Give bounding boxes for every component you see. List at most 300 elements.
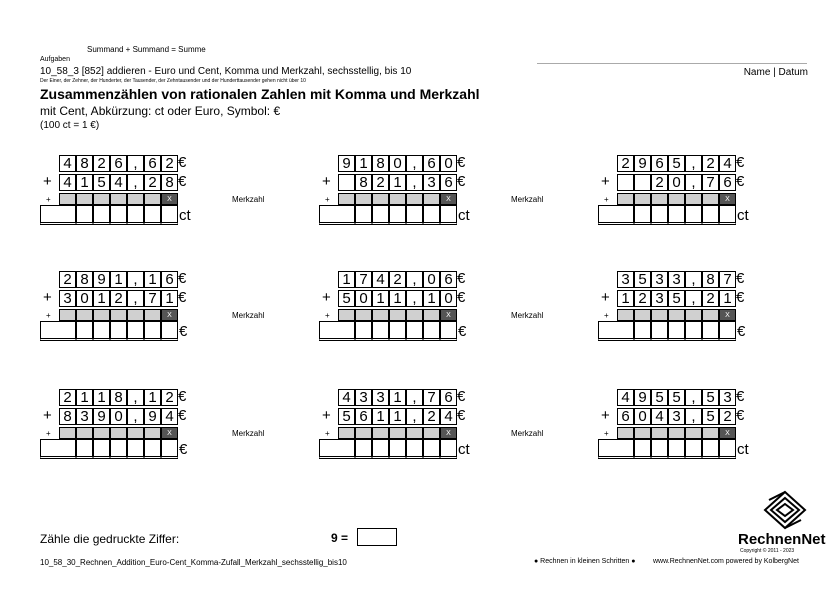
result-cell[interactable] (161, 205, 178, 225)
currency-symbol: € (457, 270, 466, 287)
summand-2-digit: 9 (144, 408, 161, 425)
summand-2-digit: 0 (440, 290, 457, 307)
result-cell[interactable] (406, 321, 423, 341)
result-cell[interactable] (702, 439, 719, 459)
summand-1-digit: , (406, 389, 423, 406)
carry-plus-sign: + (604, 429, 609, 438)
summand-2-digit: 1 (389, 174, 406, 191)
count-digit: 9 = (331, 531, 349, 545)
name-line (537, 63, 807, 64)
result-cell[interactable] (634, 205, 651, 225)
result-cell[interactable] (440, 439, 457, 459)
result-cell[interactable] (93, 439, 110, 459)
summand-2-digit: 2 (651, 174, 668, 191)
carry-cell[interactable] (406, 193, 423, 205)
result-cell[interactable] (372, 439, 389, 459)
summand-1-digit: 2 (161, 389, 178, 406)
carry-cell[interactable] (372, 193, 389, 205)
carry-cell[interactable] (144, 309, 161, 321)
carry-cell[interactable] (93, 427, 110, 439)
carry-cell[interactable] (617, 193, 634, 205)
plus-sign: + (43, 289, 52, 306)
result-unit: ct (458, 441, 470, 458)
carry-cell[interactable] (685, 193, 702, 205)
result-cell[interactable] (40, 439, 76, 459)
summand-2-digit: 0 (634, 408, 651, 425)
merkzahl-label: Merkzahl (511, 429, 544, 438)
currency-symbol: € (736, 270, 745, 287)
summand-2-digit: 5 (338, 290, 355, 307)
carry-cell[interactable] (685, 309, 702, 321)
carry-cell[interactable] (110, 427, 127, 439)
rechnennet-logo-icon (755, 490, 815, 530)
result-cell[interactable] (161, 321, 178, 341)
result-cell[interactable] (598, 205, 634, 225)
logo-text: RechnenNet (738, 531, 826, 548)
carry-cell[interactable] (338, 427, 355, 439)
addition-problem (40, 270, 265, 363)
carry-cell[interactable] (93, 309, 110, 321)
summand-2-digit: 5 (702, 408, 719, 425)
result-cell[interactable] (406, 439, 423, 459)
carry-cell[interactable] (59, 309, 76, 321)
carry-cell-x: X (440, 309, 457, 321)
carry-cell[interactable] (338, 193, 355, 205)
result-cell[interactable] (389, 321, 406, 341)
result-cell[interactable] (634, 321, 651, 341)
carry-cell[interactable] (634, 427, 651, 439)
result-cell[interactable] (319, 321, 355, 341)
result-cell[interactable] (440, 205, 457, 225)
summand-1-digit: 5 (702, 389, 719, 406)
plus-sign: + (601, 289, 610, 306)
summand-2-digit: 6 (355, 408, 372, 425)
result-unit: ct (179, 207, 191, 224)
summand-1-digit: , (127, 155, 144, 172)
carry-cell[interactable] (423, 193, 440, 205)
summand-1-digit: 2 (93, 155, 110, 172)
summand-1-digit: , (127, 271, 144, 288)
summand-2-digit: 2 (719, 408, 736, 425)
summand-1-digit: 1 (76, 389, 93, 406)
carry-plus-sign: + (325, 195, 330, 204)
summand-2-digit: , (127, 408, 144, 425)
summand-2-digit: 1 (76, 174, 93, 191)
summand-2-digit: 1 (389, 290, 406, 307)
result-unit: € (737, 323, 746, 340)
carry-cell[interactable] (355, 427, 372, 439)
summand-2-digit: , (127, 174, 144, 191)
page-title: Zusammenzählen von rationalen Zahlen mit Komma und Merkzahl (40, 86, 480, 102)
summand-1-digit: 1 (355, 155, 372, 172)
result-cell[interactable] (144, 321, 161, 341)
carry-cell[interactable] (110, 193, 127, 205)
result-cell[interactable] (355, 439, 372, 459)
merkzahl-label: Merkzahl (232, 195, 265, 204)
addition-problem (319, 270, 544, 363)
result-cell[interactable] (440, 321, 457, 341)
summand-2-digit: 1 (389, 408, 406, 425)
summand-1-digit: 6 (423, 155, 440, 172)
summand-1-digit: 6 (651, 155, 668, 172)
currency-symbol: € (457, 154, 466, 171)
summand-1-digit: , (406, 271, 423, 288)
result-cell[interactable] (634, 439, 651, 459)
summand-2-digit: 8 (59, 408, 76, 425)
summand-2-digit: 1 (617, 290, 634, 307)
summand-2-digit: 1 (372, 290, 389, 307)
summand-2-digit: 2 (372, 174, 389, 191)
result-cell[interactable] (93, 321, 110, 341)
plus-sign: + (322, 173, 331, 190)
result-cell[interactable] (110, 205, 127, 225)
plus-sign: + (43, 407, 52, 424)
addition-problem (319, 154, 544, 247)
result-cell[interactable] (40, 205, 76, 225)
summand-1-digit: 8 (702, 271, 719, 288)
summand-1-digit: 5 (668, 389, 685, 406)
summand-1-digit: 2 (161, 155, 178, 172)
carry-cell[interactable] (144, 193, 161, 205)
addition-problem (319, 388, 544, 481)
summand-1-digit: , (127, 389, 144, 406)
summand-1-digit: 2 (702, 155, 719, 172)
result-cell[interactable] (702, 205, 719, 225)
result-cell[interactable] (423, 439, 440, 459)
count-answer-box[interactable] (357, 528, 397, 546)
carry-cell[interactable] (59, 427, 76, 439)
result-cell[interactable] (719, 205, 736, 225)
summand-2-digit: 4 (110, 174, 127, 191)
carry-cell[interactable] (389, 309, 406, 321)
currency-symbol: € (178, 388, 187, 405)
summand-2-digit: 8 (161, 174, 178, 191)
footer-website: www.RechnenNet.com powered by KolbergNet (653, 558, 799, 565)
currency-symbol: € (736, 388, 745, 405)
summand-1-digit: 6 (440, 271, 457, 288)
addition-problem (598, 271, 758, 363)
carry-plus-sign: + (604, 195, 609, 204)
result-unit: € (458, 323, 467, 340)
result-cell[interactable] (355, 321, 372, 341)
summand-1-digit: 8 (76, 155, 93, 172)
currency-symbol: € (457, 289, 466, 306)
result-cell[interactable] (685, 205, 702, 225)
summand-2-digit: 6 (719, 174, 736, 191)
summand-1-digit: 8 (76, 271, 93, 288)
carry-cell-x: X (161, 193, 178, 205)
summand-2-digit: , (406, 174, 423, 191)
summand-1-digit: 9 (338, 155, 355, 172)
carry-cell[interactable] (634, 309, 651, 321)
result-cell[interactable] (598, 321, 634, 341)
result-cell[interactable] (389, 205, 406, 225)
summand-1-digit: 3 (617, 271, 634, 288)
result-cell[interactable] (668, 439, 685, 459)
summand-2-digit: 4 (440, 408, 457, 425)
carry-cell[interactable] (406, 309, 423, 321)
summand-2-digit: , (685, 174, 702, 191)
result-cell[interactable] (110, 321, 127, 341)
result-cell[interactable] (685, 439, 702, 459)
count-label: Zähle die gedruckte Ziffer: (40, 532, 180, 546)
summand-2-digit (634, 174, 651, 191)
result-cell[interactable] (372, 205, 389, 225)
summand-1-digit: 3 (719, 389, 736, 406)
merkzahl-label: Merkzahl (232, 429, 265, 438)
summand-1-digit: 6 (144, 155, 161, 172)
carry-cell-x: X (161, 427, 178, 439)
result-cell[interactable] (668, 321, 685, 341)
currency-symbol: € (457, 388, 466, 405)
currency-symbol: € (736, 407, 745, 424)
currency-symbol: € (457, 173, 466, 190)
summand-1-digit: 2 (59, 271, 76, 288)
result-cell[interactable] (76, 321, 93, 341)
footer-slogan: ● Rechnen in kleinen Schritten ● (534, 558, 636, 565)
summand-1-digit: 5 (634, 271, 651, 288)
summand-2-digit: 2 (423, 408, 440, 425)
carry-cell[interactable] (668, 427, 685, 439)
carry-cell[interactable] (702, 427, 719, 439)
result-cell[interactable] (406, 205, 423, 225)
summand-2-digit: 7 (144, 290, 161, 307)
summand-2-digit: 1 (372, 408, 389, 425)
name-date-label: Name | Datum (743, 67, 808, 78)
worksheet-code: 10_58_3 [852] addieren - Euro und Cent, Komma und Merkzahl, sechsstellig, bis 10 (40, 66, 412, 77)
carry-cell[interactable] (617, 309, 634, 321)
carry-plus-sign: + (325, 311, 330, 320)
carry-cell[interactable] (389, 427, 406, 439)
summand-2-digit: 1 (719, 290, 736, 307)
summand-1-digit: 6 (110, 155, 127, 172)
carry-cell[interactable] (634, 193, 651, 205)
result-cell[interactable] (651, 205, 668, 225)
summand-1-digit: 0 (389, 155, 406, 172)
carry-cell[interactable] (93, 193, 110, 205)
summand-1-digit: 8 (110, 389, 127, 406)
summand-2-digit: , (685, 290, 702, 307)
result-cell[interactable] (127, 439, 144, 459)
currency-symbol: € (736, 173, 745, 190)
result-cell[interactable] (423, 205, 440, 225)
summand-2-digit: 3 (76, 408, 93, 425)
summand-1-digit: 6 (161, 271, 178, 288)
carry-cell[interactable] (668, 309, 685, 321)
plus-sign: + (322, 289, 331, 306)
carry-cell[interactable] (76, 193, 93, 205)
carry-cell[interactable] (127, 427, 144, 439)
plus-sign: + (601, 173, 610, 190)
summand-2-digit: 4 (161, 408, 178, 425)
plus-sign: + (322, 407, 331, 424)
plus-sign: + (601, 407, 610, 424)
result-cell[interactable] (423, 321, 440, 341)
result-cell[interactable] (76, 205, 93, 225)
result-cell[interactable] (127, 205, 144, 225)
result-cell[interactable] (319, 439, 355, 459)
summand-2-digit (338, 174, 355, 191)
carry-cell[interactable] (355, 193, 372, 205)
logo-copyright: Copyright © 2011 - 2023 (740, 548, 795, 554)
carry-cell[interactable] (59, 193, 76, 205)
summand-1-digit: 1 (144, 271, 161, 288)
conversion-note: (100 ct = 1 €) (40, 120, 100, 131)
carry-cell-x: X (719, 193, 736, 205)
summand-2-digit: 0 (76, 290, 93, 307)
carry-cell[interactable] (702, 309, 719, 321)
result-cell[interactable] (719, 321, 736, 341)
carry-cell[interactable] (423, 427, 440, 439)
addition-problem (598, 155, 758, 247)
summand-2-digit: 4 (651, 408, 668, 425)
result-cell[interactable] (93, 205, 110, 225)
summand-2-digit: 1 (93, 290, 110, 307)
summand-2-digit: 3 (423, 174, 440, 191)
result-cell[interactable] (598, 439, 634, 459)
carry-cell[interactable] (406, 427, 423, 439)
result-cell[interactable] (719, 439, 736, 459)
summand-1-digit: 9 (634, 155, 651, 172)
carry-cell[interactable] (76, 309, 93, 321)
merkzahl-label: Merkzahl (511, 311, 544, 320)
carry-cell[interactable] (372, 309, 389, 321)
carry-cell[interactable] (127, 309, 144, 321)
summand-1-digit: 3 (355, 389, 372, 406)
currency-symbol: € (178, 407, 187, 424)
summand-1-digit: , (685, 389, 702, 406)
carry-cell[interactable] (668, 193, 685, 205)
merkzahl-label: Merkzahl (511, 195, 544, 204)
summand-2-digit: 5 (93, 174, 110, 191)
summand-1-digit: 1 (389, 389, 406, 406)
summand-2-digit: 3 (59, 290, 76, 307)
summand-2-digit: , (127, 290, 144, 307)
result-cell[interactable] (389, 439, 406, 459)
carry-cell-x: X (161, 309, 178, 321)
result-cell[interactable] (76, 439, 93, 459)
result-unit: ct (737, 441, 749, 458)
summand-1-digit: 4 (59, 155, 76, 172)
carry-cell[interactable] (423, 309, 440, 321)
summand-1-digit: 2 (389, 271, 406, 288)
currency-symbol: € (178, 154, 187, 171)
summand-1-digit: 0 (440, 155, 457, 172)
result-cell[interactable] (127, 321, 144, 341)
result-cell[interactable] (110, 439, 127, 459)
carry-cell[interactable] (144, 427, 161, 439)
merkzahl-label: Merkzahl (232, 311, 265, 320)
addition-problem (40, 388, 265, 481)
result-cell[interactable] (355, 205, 372, 225)
summand-1-digit: 4 (338, 389, 355, 406)
summand-1-digit: 1 (144, 389, 161, 406)
summand-2-digit: 6 (617, 408, 634, 425)
summand-1-digit: 3 (651, 271, 668, 288)
carry-plus-sign: + (604, 311, 609, 320)
result-cell[interactable] (651, 439, 668, 459)
carry-cell[interactable] (372, 427, 389, 439)
carry-cell-x: X (719, 309, 736, 321)
summand-2-digit: 7 (702, 174, 719, 191)
plus-sign: + (43, 173, 52, 190)
result-cell[interactable] (144, 205, 161, 225)
carry-cell[interactable] (338, 309, 355, 321)
carry-cell[interactable] (651, 427, 668, 439)
summand-1-digit: 4 (617, 389, 634, 406)
summand-2-digit: , (685, 408, 702, 425)
summand-1-digit: 7 (355, 271, 372, 288)
summand-2-digit: 3 (668, 408, 685, 425)
summand-1-digit: 2 (617, 155, 634, 172)
summand-1-digit: 5 (668, 155, 685, 172)
formula-text: Summand + Summand = Summe (87, 45, 206, 54)
carry-plus-sign: + (46, 429, 51, 438)
carry-cell[interactable] (651, 193, 668, 205)
carry-cell-x: X (440, 427, 457, 439)
carry-plus-sign: + (325, 429, 330, 438)
carry-cell[interactable] (702, 193, 719, 205)
summand-2-digit: 8 (355, 174, 372, 191)
carry-plus-sign: + (46, 195, 51, 204)
carry-cell[interactable] (355, 309, 372, 321)
result-cell[interactable] (702, 321, 719, 341)
summand-1-digit: 4 (719, 155, 736, 172)
carry-cell-x: X (440, 193, 457, 205)
result-cell[interactable] (161, 439, 178, 459)
summand-1-digit: 8 (372, 155, 389, 172)
summand-1-digit: 9 (93, 271, 110, 288)
carry-cell[interactable] (127, 193, 144, 205)
summand-1-digit: 4 (372, 271, 389, 288)
summand-2-digit: 0 (668, 174, 685, 191)
summand-1-digit: , (406, 155, 423, 172)
worksheet-note: Der Einer, der Zehner, der Hunderter, der Tausender, der Zehntausender und der Hunderttausender gehen nicht über 10 (40, 78, 306, 84)
carry-cell[interactable] (76, 427, 93, 439)
currency-symbol: € (178, 270, 187, 287)
carry-cell-x: X (719, 427, 736, 439)
currency-symbol: € (457, 407, 466, 424)
summand-2-digit (617, 174, 634, 191)
result-unit: ct (458, 207, 470, 224)
summand-1-digit: 7 (719, 271, 736, 288)
result-cell[interactable] (372, 321, 389, 341)
result-cell[interactable] (685, 321, 702, 341)
carry-cell[interactable] (617, 427, 634, 439)
summand-2-digit: 6 (440, 174, 457, 191)
currency-symbol: € (178, 289, 187, 306)
carry-cell[interactable] (389, 193, 406, 205)
carry-cell[interactable] (685, 427, 702, 439)
addition-problem (598, 389, 758, 481)
summand-1-digit: 2 (59, 389, 76, 406)
result-cell[interactable] (319, 205, 355, 225)
result-cell[interactable] (40, 321, 76, 341)
carry-cell[interactable] (110, 309, 127, 321)
summand-2-digit: 0 (110, 408, 127, 425)
result-cell[interactable] (668, 205, 685, 225)
addition-problem (40, 154, 265, 247)
summand-1-digit: 0 (423, 271, 440, 288)
result-cell[interactable] (651, 321, 668, 341)
currency-symbol: € (736, 154, 745, 171)
summand-1-digit: 1 (338, 271, 355, 288)
summand-2-digit: 9 (93, 408, 110, 425)
summand-1-digit: 7 (423, 389, 440, 406)
currency-symbol: € (736, 289, 745, 306)
result-cell[interactable] (144, 439, 161, 459)
carry-cell[interactable] (651, 309, 668, 321)
